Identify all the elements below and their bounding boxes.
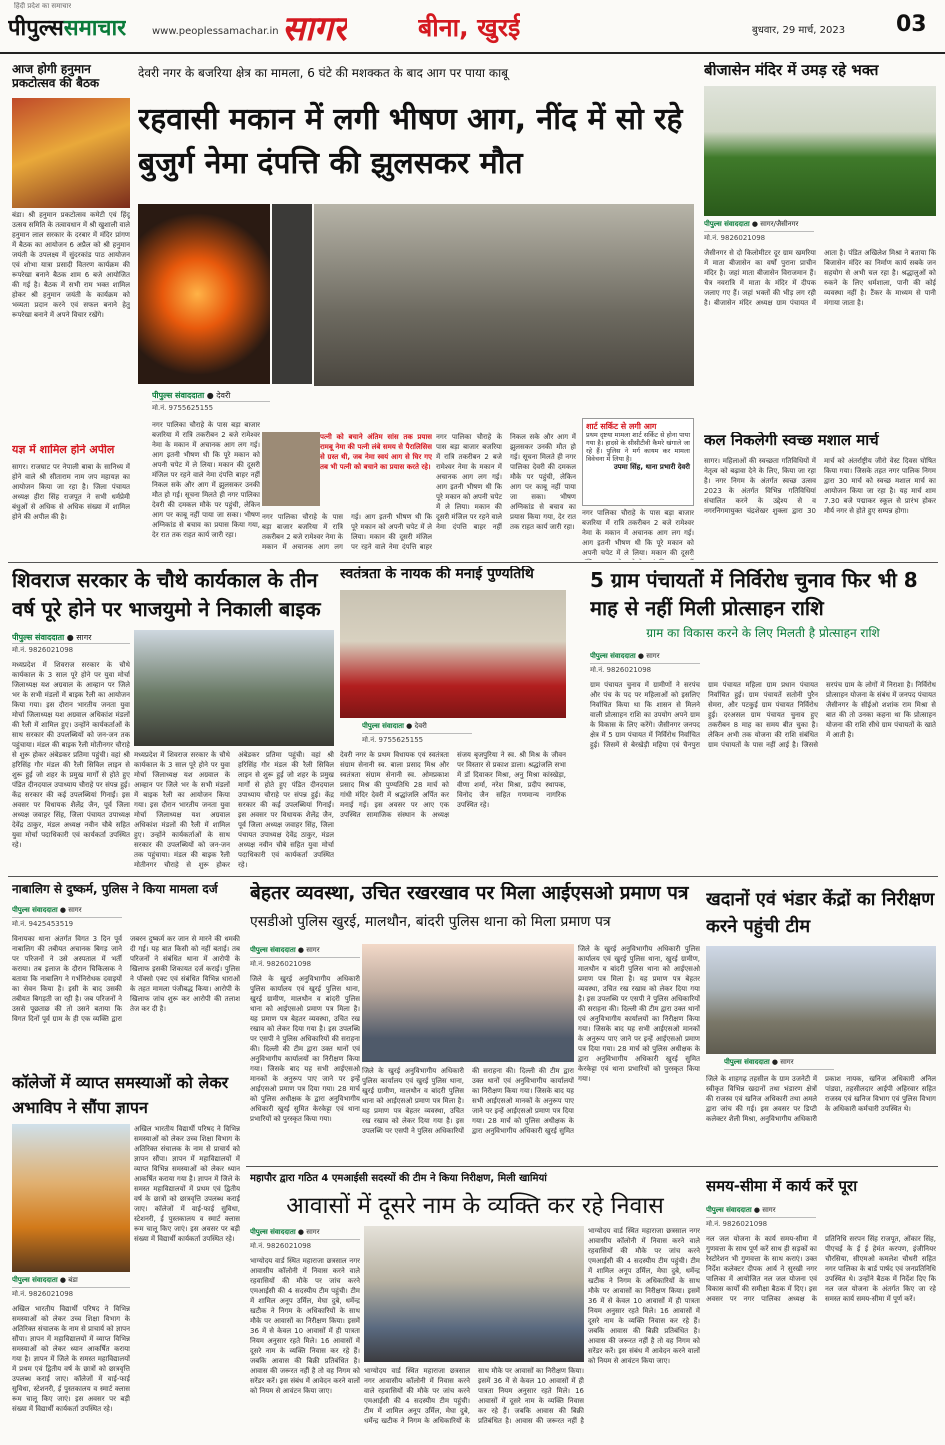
- right3-body: जिले के शाहगढ़ तहसील के ग्राम उजनेटी में स्वीकृत विभिन्न खदानों तथा भंडारण क्षेत्रों की राजस्व एवं खनिज अधिकारी तथा अमले द्वारा जांच की गई। इस अवसर पर डिप्टी कलेक्टर शैली मिश्रा, अनुविभागीय अधिकारी प्रकाश नायक, खनिज अधिकारी अनिल पांड्या, तहसीलदार आईपी अहिरवार सहित राजस्व एवं खनिज विभाग एवं पुलिस विभाग के अधिकारी कर्मचारी उपस्थित थे।: [706, 1075, 936, 1123]
- rescue-photo: [314, 204, 694, 386]
- lead-credit-place: देवरी: [216, 391, 231, 400]
- mid6-credit-name: पीपुल्स संवाददाता: [250, 1228, 296, 1236]
- mid5-credit: पीपुल्स संवाददाता ● सागर: [250, 944, 360, 958]
- tribute-photo: [340, 590, 566, 718]
- issue-date: बुधवार, 29 मार्च, 2023: [752, 25, 846, 36]
- page-number: 03: [896, 12, 927, 37]
- mid3-subheadline: ग्राम का विकास करने के लिए मिलती है प्रोत्साहन राशि: [646, 626, 880, 640]
- lead-mobile: मो.नं. 9755625155: [152, 404, 214, 412]
- section-divider-3: [246, 1166, 938, 1167]
- mid5-mobile: मो.नं. 9826021098: [250, 960, 312, 968]
- right4-headline: समय-सीमा में कार्य करें पूरा: [706, 1178, 858, 1195]
- right4-credit: पीपुल्स संवाददाता ● सागर: [706, 1204, 816, 1218]
- lead-caption: पत्नी को बचाने अंतिम सांस तक प्रयास रामबू नेमा की पत्नी लंबे समय से पैरालिसिस से ग्रस्त थी, जब नेमा स्वयं आग से घिर गए तब भी पत्नी को बचाने का प्रयास करते रहे।: [320, 433, 432, 471]
- brand-logo: [8, 12, 126, 42]
- masthead-tagline: हिंदी प्रदेश का समाचार: [14, 2, 72, 10]
- mid5-body-b: जिले के खुरई अनुविभागीय अधिकारी पुलिस कार्यालय एवं खुरई पुलिस थाना, खुरई ग्रामीण, मालथौन व बांदरी पुलिस थाना को आईएसओ प्रमाण पत्र मिला है। यह प्रमाण पत्र बेहतर व्यवस्था, उचित रख रखाव को लेकर दिया गया है। इस उपलब्धि पर एसपी ने पुलिस अधिकारियों की सराहना की। दिल्ली की टीम द्वारा उक्त थानों एवं अनुविभागीय कार्यालयों का निरीक्षण किया गया। जिसके बाद यह सभी आईएसओ मानकों के अनुरूप पाए जाने पर इन्हें आईएसओ प्रमाण पत्र दिया गया। 28 मार्च को पुलिस अधीक्षक के द्वारा अनुविभागीय अधिकारी खुरई सुमित: [362, 1067, 574, 1135]
- right4-credit-place: सागर: [762, 1206, 776, 1214]
- mid3-credit-name: पीपुल्स संवाददाता: [590, 652, 636, 660]
- mid2-headline: स्वतंत्रता के नायक की मनाई पुण्यतिथि: [340, 566, 534, 582]
- mid2-credit-name: पीपुल्स संवादाता: [362, 722, 404, 730]
- hanuman-photo: [12, 98, 130, 208]
- housing-inspection-photo: [364, 1226, 584, 1362]
- mid5-subheadline: एसडीओ पुलिस खुरई, मालथौन, बांदरी पुलिस थाना को मिला प्रमाण पत्र: [250, 914, 611, 930]
- mid3-credit-place: सागर: [646, 652, 660, 660]
- fire-photo-side: [272, 204, 312, 384]
- masthead: [0, 0, 945, 54]
- mid6-credit: पीपुल्स संवाददाता ● सागर: [250, 1226, 360, 1240]
- right1-headline: बीजासेन मंदिर में उमड़ रहे भक्त: [704, 62, 879, 79]
- mid1-body-a: मध्यप्रदेश में शिवराज सरकार के चौथे कार्यकाल के 3 साल पूरे होने पर युवा मोर्चा जिलाध्यक्ष यश अग्रवाल के आव्हान पर जिले भर के सभी मंडलों में बाइक रैली का आयोजन किया गया। इस दौरान भारतीय जनता युवा मोर्चा जिलाध्यक्ष यश अग्रवाल अधिकांश मंडलों की रैली में शामिल हुए। उन्होंने कार्यकर्ताओं के साथ सरकार की उपलब्धियों को जन-जन तक पहुंचाया। मंडल की बाइक रैली मोतीनगर चौराहे से शुरू होकर अंबेडकर प्रतिमा पहुंची। वहां श्री हरिसिंह गौर मंडल की रैली सिविल लाइन से शुरू हुई जो शहर के प्रमुख मार्गों से होते हुए पंडित दीनदयाल उपाध्याय चौराहे पर संपन्न हुई। केंद्र सरकार की कई उपलब्धियां गिनाईं। इस अवसर पर विधायक शैलेंद्र जैन, पूर्व जिला अध्यक्ष जवाहर सिंह, जिला पंचायत उपाध्यक्ष देवेंद्र ठाकुर, मंडल अध्यक्ष नवीन चौबे सहित युवा मोर्चा पदाधिकारी एवं कार्यकर्ता उपस्थित रहे।: [12, 661, 130, 849]
- mid2-body: देवरी नगर के प्रथम विधायक एवं स्वतंत्रता संग्राम सेनानी स्व. बाला प्रसाद मिश्र और स्वतंत्रता संग्राम सेनानी स्व. ओमप्रकाश प्रसाद मिश्र की पुण्यतिथि 28 मार्च को गांधी मंदिर देवरी में श्रद्धांजलि अर्पित कर मनाई गई। इस अवसर पर आए एक उपस्थित सामाजिक संस्थान के अध्यक्ष संजय बृजपुरिया ने स्व. श्री मिश्र के जीवन पर विस्तार से प्रकाश डाला। श्रद्धांजलि सभा में डॉ दिवाकर मिश्रा, अनु मिश्रा कांस्खेड़ा, वीणा शर्मा, नरेश मिश्रा, प्रदीप स्थापक, विनोद जैन सहित गणमान्य नागरिक उपस्थित रहे।: [340, 751, 566, 819]
- lead-credit-name: पीपुल्स संवाददाता: [152, 391, 205, 400]
- mid1-credit: पीपुल्स संवाददाता ● सागर: [12, 630, 130, 644]
- right1-mobile: मो.नं. 9826021098: [704, 234, 766, 242]
- abvp-photo: [12, 1124, 130, 1272]
- temple-photo: [704, 86, 936, 216]
- mid6-mobile: मो.नं. 9826021098: [250, 1242, 312, 1250]
- mid4-credit-name: पीपुल्स संवाददाता: [12, 906, 58, 914]
- mid4-body: विनायका थाना अंतर्गत विगत 3 दिन पूर्व नाबालिग की तबीयत अचानक बिगड़ जाने पर परिजनों ने उसे अस्पताल में भर्ती कराया। तब इलाज के दौरान चिकित्सक ने बताया कि नाबालिग ने गर्भनिरोधक दवाइयों का सेवन किया है। इसी के बाद उसकी तबीयत बिगड़ती जा रही है। जब परिजनों ने उससे पूछताछ की तो उसने बताया कि विगत दिनों पूर्व ग्राम के ही एक व्यक्ति द्वारा जबरन दुष्कर्म कर जान से मारने की धमकी दी गई। यह बात किसी को नहीं बताई। तब परिजनों ने संबंधित थाना में आरोपी के खिलाफ इसकी शिकायत दर्ज कराई। पुलिस ने पॉक्सो एक्ट एवं संबंधित विभिन्न धाराओं के तहत मामला पंजीबद्ध किया। आरोपी के खिलाफ जांच शुरू कर आरोपी की तलाश तेज कर दी है।: [12, 935, 240, 1023]
- left2-body: सागर। राजघाट पर नेपाली बाबा के सानिध्य में होने वाले श्री सीताराम नाम जप महायज्ञ का आयोजन किया जा रहा है। जिला पंचायत अध्यक्ष हीरा सिंह राजपूत ने सभी धर्मप्रेमी बंधुओं से अधिक से अधिक संख्या में शामिल होने की अपील की है।: [12, 463, 130, 521]
- right1-body: जैसीनगर से दो किलोमीटर दूर ग्राम खमरिया में माता बीजासेन का वर्षों पुराना प्राचीन मंदिर है। जहां माता बीजासेन विराजमान हैं। चैत्र नवरात्रि में माता के मंदिर में दीपक जलाए गए हैं। जहां भक्तों की भीड़ लग रही है। बीजासेन मंदिर अध्यक्ष ग्राम पंचायत में आता है। पंडित अखिलेश मिश्रा ने बताया कि बिजासेन मंदिर का निर्माण कार्य सबके जन सहयोग से अभी चल रहा है। श्रद्धालुओं को रुकने के लिए धर्मशाला, पानी की कोई व्यवस्था नहीं है। टैंकर के माध्यम से पानी मंगाया जाता है।: [704, 249, 936, 307]
- mid2-credit-place: देवरी: [414, 722, 427, 730]
- mid4-headline: नाबालिग से दुष्कर्म, पुलिस ने किया मामला दर्ज: [12, 882, 218, 896]
- mid6-body-b: भाग्योदय वार्ड स्थित महाराजा छत्रसाल नगर आवासीय कॉलोनी में निवास करने वाले रहवासियों की मौके पर जांच करने एमआईसी की 4 सदस्यीय टीम पहुंची। टीम में शामिल अनूप उर्मिल, मेघा दुबे, धर्मेन्द्र खटीक ने निगम के अधिकारियों के साथ मौके पर आवासों का निरीक्षण किया। इसमें 36 में से केवल 10 आवासों में ही पात्रता नियम अनुसार रहते मिले। 16 आवासों में दूसरे नाम के व्यक्ति निवास कर रहे हैं। जबकि आवास की बिक्री प्रतिबंधित है। आवास की जरूरत नहीं है: [364, 1367, 584, 1425]
- right1-credit-place: सागर/जैसीनगर: [760, 220, 799, 228]
- mid5-credit-name: पीपुल्स संवाददाता: [250, 946, 296, 954]
- mid5-body-c: जिले के खुरई अनुविभागीय अधिकारी पुलिस कार्यालय एवं खुरई पुलिस थाना, खुरई ग्रामीण, मालथौन व बांदरी पुलिस थाना को आईएसओ प्रमाण पत्र मिला है। यह प्रमाण पत्र बेहतर व्यवस्था, उचित रख रखाव को लेकर दिया गया है। इस उपलब्धि पर एसपी ने पुलिस अधिकारियों की सराहना की। दिल्ली की टीम द्वारा उक्त थानों एवं अनुविभागीय कार्यालयों का निरीक्षण किया गया। जिसके बाद यह सभी आईएसओ मानकों के अनुरूप पाए जाने पर इन्हें आईएसओ प्रमाण पत्र दिया गया। 28 मार्च को पुलिस अधीक्षक के द्वारा अनुविभागीय अधिकारी खुरई सुमित केरकेट्टा एवं थाना प्रभारियों को पुरस्कृत किया गया।: [578, 945, 700, 1083]
- mid1-body-b: मध्यप्रदेश में शिवराज सरकार के चौथे कार्यकाल के 3 साल पूरे होने पर युवा मोर्चा जिलाध्यक्ष यश अग्रवाल के आव्हान पर जिले भर के सभी मंडलों में बाइक रैली का आयोजन किया गया। इस दौरान भारतीय जनता युवा मोर्चा जिलाध्यक्ष यश अग्रवाल अधिकांश मंडलों की रैली में शामिल हुए। उन्होंने कार्यकर्ताओं के साथ सरकार की उपलब्धियों को जन-जन तक पहुंचाया। मंडल की बाइक रैली मोतीनगर चौराहे से शुरू होकर अंबेडकर प्रतिमा पहुंची। वहां श्री हरिसिंह गौर मंडल की रैली सिविल लाइन से शुरू हुई जो शहर के प्रमुख मार्गों से होते हुए पंडित दीनदयाल उपाध्याय चौराहे पर संपन्न हुई। केंद्र सरकार की कई उपलब्धियां गिनाईं। इस अवसर पर विधायक शैलेंद्र जैन, पूर्व जिला अध्यक्ष जवाहर सिंह, जिला पंचायत उपाध्यक्ष देवेंद्र ठाकुर, मंडल अध्यक्ष नवीन चौबे सहित युवा मोर्चा पदाधिकारी एवं कार्यकर्ता उपस्थित रहे।: [134, 751, 334, 869]
- mid1-headline: शिवराज सरकार के चौथे कार्यकाल के तीन वर्ष पूरे होने पर भाजयुमो ने निकाली बाइक: [12, 568, 321, 621]
- section-divider-1: [8, 562, 938, 563]
- left3-body-a: अखिल भारतीय विद्यार्थी परिषद ने विभिन्न समस्याओं को लेकर उच्च शिक्षा विभाग के अतिरिक्त संचालक के नाम से प्राचार्य को ज्ञापन सौंपा। ज्ञापन में महाविद्यालयों में व्याप्त विभिन्न समस्याओं को लेकर ध्यान आकर्षित कराया गया है। ज्ञापन में जिले के समस्त महाविद्यालयों में प्रथम एवं द्वितीय वर्ष के छात्रों को छात्रवृत्ति उपलब्ध कराई जाए। कॉलेजों में वाई-फाई सुविधा, स्टेशनरी, ई पुस्तकालय व स्मार्ट क्लास रूम चालू किए जाएं। इस अवसर पर बड़ी संख्या में विद्यार्थी कार्यकर्ता उपस्थित रहे।: [134, 1125, 240, 1243]
- left3-credit-place: बंडा: [68, 1276, 78, 1284]
- site-url[interactable]: www.peoplessamachar.in: [152, 26, 279, 37]
- lead-body-col4: नगर पालिका चौराहे के पास बड़ा बाजार बजरिया में रात्रि तकरीबन 2 बजे रामेश्वर नेमा के मकान में अचानक आग लग गई। आग इतनी भीषण थी कि पूरे मकान को अपनी चपेट में ले लिया। मकान की दूसरी: [582, 509, 694, 557]
- shortcircuit-box: [582, 418, 694, 506]
- mid4-credit: पीपुल्स संवाददाता ● सागर: [12, 904, 122, 918]
- victim-photo: [262, 432, 320, 506]
- left1-body: बंडा। श्री हनुमान प्रकटोत्सव कमेटी एवं हिंदू उत्सव समिति के तत्वावधान में श्री खुशाली वाले हनुमान लाल सरकार के दरबार में मंदिर प्रांगण में बैठक का आयोजन 6 अप्रैल को श्री हनुमान जयंती के उपलक्ष्य में सुंदरकांड पाठ आयोजन एवं शोभा यात्रा प्रसादी वितरण कार्यक्रम की रूपरेखा बनाने बैठक शाम 6 बजे आयोजित की गई है। बैठक में सभी राम भक्त शामिल होकर श्री हनुमान जयंती के कार्यक्रम को भव्यता प्रदान करने एवं सफल बनाने हेतु रूपरेखा बनाने में अपने विचार रखेंगे।: [12, 211, 130, 319]
- lead-body-col2: नगर पालिका चौराहे के पास बड़ा बाजार बजरिया में रात्रि तकरीबन 2 बजे रामेश्वर नेमा के मकान में अचानक आग लग गई। आग इतनी भीषण थी कि पूरे मकान को अपनी चपेट में ले लिया। मकान की दूसरी मंजिल पर रहने वाले नेमा दंपत्ति बाहर: [262, 513, 432, 551]
- mid4-credit-place: सागर: [68, 906, 82, 914]
- left3-credit: पीपुल्स संवाददाता ● बंडा: [12, 1274, 130, 1288]
- lead-headline: रहवासी मकान में लगी भीषण आग, नींद में सो रहे बुजुर्ग नेमा दंपत्ति की झुलसकर मौत: [138, 102, 683, 181]
- mid6-body-c: भाग्योदय वार्ड स्थित महाराजा छत्रसाल नगर आवासीय कॉलोनी में निवास करने वाले रहवासियों की मौके पर जांच करने एमआईसी की 4 सदस्यीय टीम पहुंची। टीम में शामिल अनूप उर्मिल, मेघा दुबे, धर्मेन्द्र खटीक ने निगम के अधिकारियों के साथ मौके पर आवासों का निरीक्षण किया। इसमें 36 में से केवल 10 आवासों में ही पात्रता नियम अनुसार रहते मिले। 16 आवासों में दूसरे नाम के व्यक्ति निवास कर रहे हैं। जबकि आवास की बिक्री प्रतिबंधित है। आवास की जरूरत नहीं है तो वह निगम को सरेंडर करें। इस संबंध में आवेदन करने वालों को नियम से आवंटन किया जाए।: [588, 1227, 700, 1365]
- right1-credit: पीपुल्स संवाददाता ● सागर/जैसीनगर: [704, 218, 814, 232]
- mid5-body-a: जिले के खुरई अनुविभागीय अधिकारी पुलिस कार्यालय एवं खुरई पुलिस थाना, खुरई ग्रामीण, मालथौन व बांदरी पुलिस थाना को आईएसओ प्रमाण पत्र मिला है। यह प्रमाण पत्र बेहतर व्यवस्था, उचित रख रखाव को लेकर दिया गया है। इस उपलब्धि पर एसपी ने पुलिस अधिकारियों की सराहना की। दिल्ली की टीम द्वारा उक्त थानों एवं अनुविभागीय कार्यालयों का निरीक्षण किया गया। जिसके बाद यह सभी आईएसओ मानकों के अनुरूप पाए जाने पर इन्हें आईएसओ प्रमाण पत्र दिया गया। 28 मार्च को पुलिस अधीक्षक के द्वारा अनुविभागीय अधिकारी खुरई सुमित केरकेट्टा एवं थाना प्रभारियों को पुरस्कृत किया गया।: [250, 975, 360, 1123]
- mid6-headline: आवासों में दूसरे नाम के व्यक्ति कर रहे निवास: [286, 1193, 664, 1219]
- shortbox-title: शार्ट सर्किट से लगी आग: [586, 422, 657, 431]
- lead-body-col1: नगर पालिका चौराहे के पास बड़ा बाजार बजरिया में रात्रि तकरीबन 2 बजे रामेश्वर नेमा के मकान में अचानक आग लग गई। आग इतनी भीषण थी कि पूरे मकान को अपनी चपेट में ले लिया। मकान की दूसरी मंजिल पर रहने वाले नेमा दंपत्ति बाहर नहीं निकल सके और आग में झुलसकर उनकी मौत हो गई। सूचना मिलते ही नगर पालिका देवरी की दमकल मौके पर पहुंची, लेकिन आग पर काबू नहीं पाया जा सका। भीषण अग्निकांड से बचाव का प्रयास किया गया, देर रात तक राहत कार्य जारी रहा।: [152, 421, 260, 539]
- left3-credit-name: पीपुल्स संवाददाता: [12, 1276, 58, 1284]
- right4-body: नल जल योजना के कार्य समय-सीमा में गुणवत्ता के साथ पूर्ण करें साथ ही सड़कों का रेस्टोरेशन भी गुणवत्ता के साथ कराएं। उक्त निर्देश कलेक्टर दीपक आर्य ने सुरखी नगर पालिका में आयोजित नल जल योजना एवं विकास कार्यों की समीक्षा बैठक में दिए। इस अवसर पर नगर पालिका अध्यक्ष के प्रतिनिधि सरपन सिंह राजपूत, ओंकार सिंह, पीएचई के ई ई हेमंत करपण, इंजीनियर चौरसिया, सीएमओ कमलेश चौधरी सहित नगर पालिका के बार्ड पार्षद एवं जनप्रतिनिधि उपस्थित थे। उन्होंने बैठक में निर्देश दिए कि नल जल योजना के अंतर्गत किए जा रहे समस्त कार्य समय-सीमा में पूर्ण करें।: [706, 1235, 936, 1303]
- mid1-credit-name: पीपुल्स संवाददाता: [12, 633, 65, 642]
- mid3-body: ग्राम पंचायत चुनाव में ग्रामीणों ने सरपंच और पंच के पद पर महिलाओं को इसलिए निर्वाचित किया था कि शासन से मिलने वाली प्रोत्साहन राशि का उपयोग अपने ग्राम के विकास के लिए करेंगे। जैसीनगर जनपद क्षेत्र में 5 ग्राम पंचायत में निर्विरोध निर्वाचित हुई। जिसमें से बेरखेड़ी महिया एवं चैनपुरा ग्राम पंचायत महिला ग्राम प्रधान पंचायत निर्वाचित हुई। ग्राम पंचायतें सतोनी पुरैन सेमरा, और पटकुई ग्राम पंचायत निर्विरोध हुई। दरअसल ग्राम पंचायत चुनाव हुए तकरीबन 8 माह का समय बीत चुका है। लेकिन अभी तक योजना की राशि संबंधित ग्राम पंचायतों के पास नहीं आई है। जिससे सरपंच ग्राम के लोगों में निराशा है। निर्विरोध प्रोत्साहन योजना के संबंध में जनपद पंचायत जैसीनगर के सीईओ शशांक राम मिश्रा से बात की तो उनका कहना था कि प्रोत्साहन योजना की राशि सीधे ग्राम पंचायतों के खाते में आती है।: [590, 681, 936, 749]
- left2-headline: यज्ञ में शामिल होने अपील: [12, 444, 115, 456]
- brand-part-a: पीपुल्स: [8, 16, 64, 41]
- mid1-credit-place: सागर: [76, 633, 92, 642]
- mid2-credit: पीपुल्स संवादाता ● देवरी: [362, 720, 472, 734]
- right3-credit: पीपुल्स संवाददाता ● सागर: [724, 1056, 834, 1070]
- right3-credit-place: सागर: [780, 1058, 794, 1066]
- left1-headline: आज होगी हनुमान प्रकटोत्सव की बैठक: [12, 62, 100, 91]
- left3-headline: कॉलेजों में व्याप्त समस्याओं को लेकर अभाविप ने सौंपा ज्ञापन: [12, 1073, 229, 1117]
- mid3-credit: पीपुल्स संवाददाता ● सागर: [590, 650, 700, 664]
- mid6-credit-place: सागर: [306, 1228, 320, 1236]
- mid4-mobile: मो.नं. 9425453519: [12, 920, 74, 928]
- right3-headline: खदानों एवं भंडार केंद्रों का निरीक्षण करने पहुंची टीम: [706, 889, 935, 937]
- rally-photo: [134, 630, 334, 746]
- mid6-kicker: महापौर द्वारा गठित 4 एमआईसी सदस्यों की टीम ने किया निरीक्षण, मिली खामियां: [250, 1173, 547, 1184]
- mid3-mobile: मो.नं. 9826021098: [590, 666, 652, 674]
- left3-mobile: मो.नं. 9826021098: [12, 1290, 74, 1298]
- city-title: सागर: [282, 9, 347, 49]
- edition-subtitle: बीना, खुरई: [418, 13, 521, 42]
- left3-body-b: अखिल भारतीय विद्यार्थी परिषद ने विभिन्न समस्याओं को लेकर उच्च शिक्षा विभाग के अतिरिक्त संचालक के नाम से प्राचार्य को ज्ञापन सौंपा। ज्ञापन में महाविद्यालयों में व्याप्त विभिन्न समस्याओं को लेकर ध्यान आकर्षित कराया गया है। ज्ञापन में जिले के समस्त महाविद्यालयों में प्रथम एवं द्वितीय वर्ष के छात्रों को छात्रवृत्ति उपलब्ध कराई जाए। कॉलेजों में वाई-फाई सुविधा, स्टेशनरी, ई पुस्तकालय व स्मार्ट क्लास रूम चालू किए जाएं। इस अवसर पर बड़ी संख्या में विद्यार्थी कार्यकर्ता उपस्थित रहे।: [12, 1305, 130, 1413]
- mid3-headline: 5 ग्राम पंचायतों में निर्विरोध चुनाव फिर भी 8 माह से नहीं मिली प्रोत्साहन राशि: [590, 568, 918, 620]
- right3-credit-name: पीपुल्स संवाददाता: [724, 1058, 770, 1066]
- right4-mobile: मो.नं. 9826021098: [706, 1220, 768, 1228]
- mine-inspection-photo: [706, 946, 936, 1054]
- fire-photo: [138, 204, 270, 384]
- right2-headline: कल निकलेगी स्वच्छ मशाल मार्च: [704, 432, 879, 449]
- lead-credit: पीपुल्स संवाददाता ● देवरी: [152, 388, 270, 402]
- shortbox-text: प्रथम दृष्टया मामला शार्ट सर्किट से होना पाया गया है। हादसे के सीसीटीवी कैमरे खंगाले जा रहे हैं। पुलिस ने मर्ग कायम कर मामला विवेचना में लिया है।: [586, 431, 690, 464]
- section-divider-2: [8, 876, 938, 877]
- right1-credit-name: पीपुल्स संवाददाता: [704, 220, 750, 228]
- mid6-body-a: भाग्योदय वार्ड स्थित महाराजा छत्रसाल नगर आवासीय कॉलोनी में निवास करने वाले रहवासियों की मौके पर जांच करने एमआईसी की 4 सदस्यीय टीम पहुंची। टीम में शामिल अनूप उर्मिल, मेघा दुबे, धर्मेन्द्र खटीक ने निगम के अधिकारियों के साथ मौके पर आवासों का निरीक्षण किया। इसमें 36 में से केवल 10 आवासों में ही पात्रता नियम अनुसार रहते मिले। 16 आवासों में दूसरे नाम के व्यक्ति निवास कर रहे हैं। जबकि आवास की बिक्री प्रतिबंधित है। आवास की जरूरत नहीं है तो वह निगम को सरेंडर करें। इस संबंध में आवेदन करने वालों को नियम से आवंटन किया जाए।: [250, 1257, 360, 1395]
- brand-part-b: समाचार: [63, 16, 127, 41]
- lead-kicker: देवरी नगर के बजरिया क्षेत्र का मामला, 6 घंटे की मशक्कत के बाद आग पर पाया काबू: [138, 66, 509, 80]
- mid5-headline: बेहतर व्यवस्था, उचित रखरखाव पर मिला आईएसओ प्रमाण पत्र: [250, 882, 689, 904]
- mid2-mobile: मो.नं. 9755625155: [362, 736, 424, 744]
- right2-body: सागर। महिलाओं की स्वच्छता गतिविधियों में नेतृत्व को बढ़ावा देने के लिए, किया जा रहा है। नगर निगम के अंतर्गत स्वच्छ उत्सव 2023 के अंतर्गत विभिन्न गतिविधियां संचालित करने के उद्देश्य से व नगरनिगमायुक्त चंद्रशेखर शुक्ला द्वारा 30 मार्च को अंतर्राष्ट्रीय जीरो वेस्ट दिवस घोषित किया गया। जिसके तहत नगर पालिक निगम द्वारा 30 मार्च को स्वच्छ मशाल मार्च का आयोजन किया जा रहा है। यह मार्च शाम 7.30 बजे पद्माकर स्कूल से प्रारंभ होकर मौर्य नगर से होते हुए सम्पन्न होगा।: [704, 457, 936, 515]
- lead-body-col3: नगर पालिका चौराहे के पास बड़ा बाजार बजरिया में रात्रि तकरीबन 2 बजे रामेश्वर नेमा के मकान में अचानक आग लग गई। आग इतनी भीषण थी कि पूरे मकान को अपनी चपेट में ले लिया। मकान की दूसरी मंजिल पर रहने वाले नेमा दंपत्ति बाहर नहीं निकल सके और आग में झुलसकर उनकी मौत हो गई। सूचना मिलते ही नगर पालिका देवरी की दमकल मौके पर पहुंची, लेकिन आग पर काबू नहीं पाया जा सका। भीषण अग्निकांड से बचाव का प्रयास किया गया, देर रात तक राहत कार्य जारी रहा।: [436, 433, 576, 531]
- shortbox-by: उपमा सिंह, थाना प्रभारी देवरी: [613, 463, 690, 472]
- iso-certificate-photo: [362, 944, 574, 1062]
- mid5-credit-place: सागर: [306, 946, 320, 954]
- mid1-mobile: मो.नं. 9826021098: [12, 646, 74, 654]
- right4-credit-name: पीपुल्स संवाददाता: [706, 1206, 752, 1214]
